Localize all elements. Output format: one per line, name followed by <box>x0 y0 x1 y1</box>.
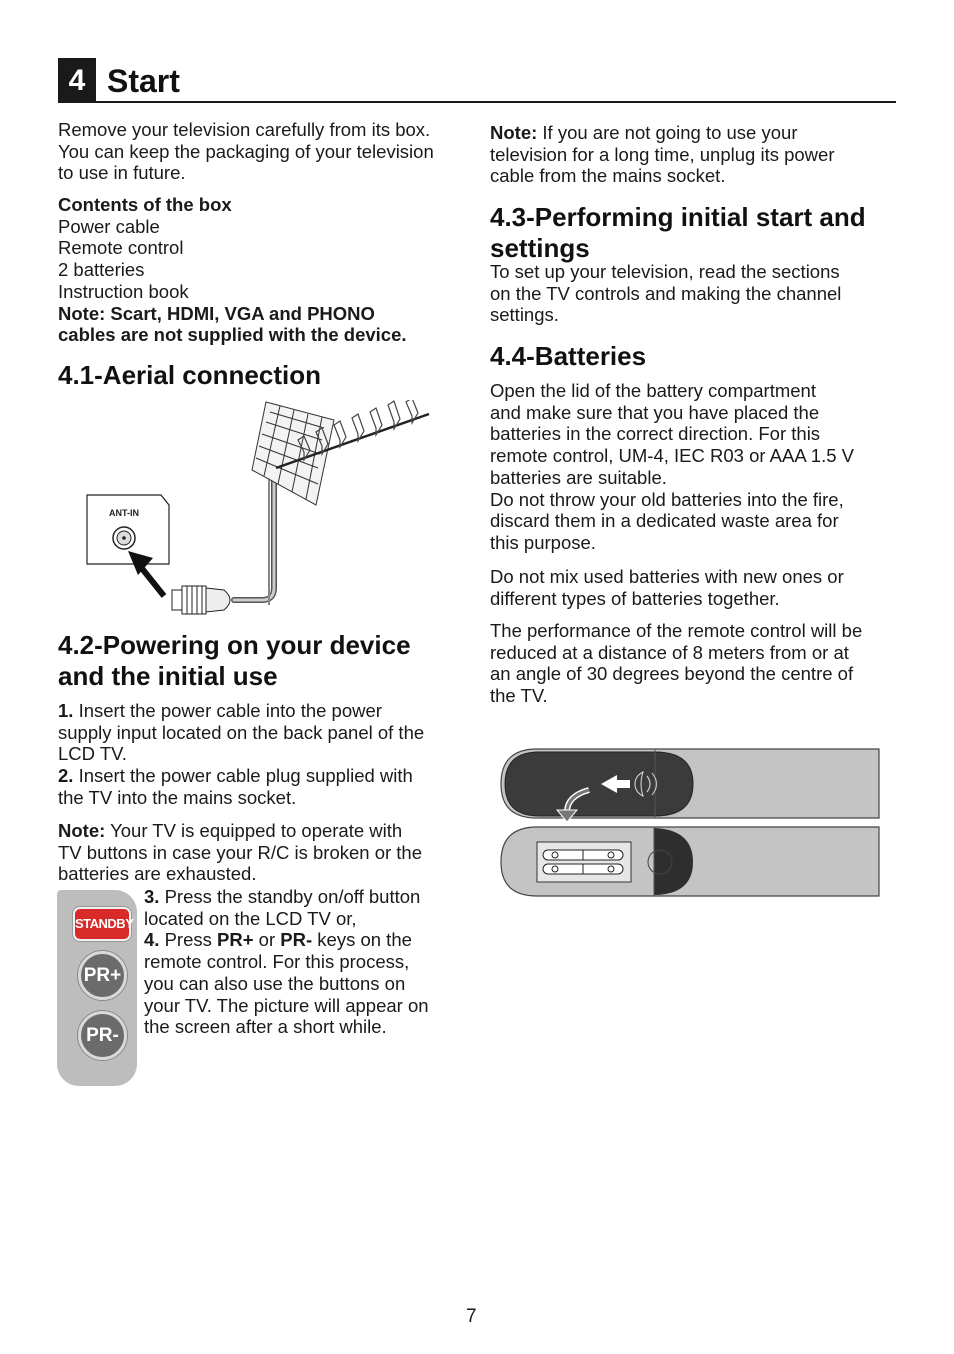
paragraph-line: The performance of the remote control will be <box>490 620 863 641</box>
step-text: Press <box>164 929 212 951</box>
note-text: If you are not going to use your <box>542 122 798 143</box>
antenna-icon <box>252 400 429 505</box>
step-number: 4. <box>144 929 160 951</box>
standby-steps <box>144 886 464 1038</box>
cables-note-line: cables are not supplied with the device. <box>58 324 407 346</box>
paragraph-line: remote control, UM-4, IEC R03 or AAA 1.5 V <box>490 445 854 467</box>
step-text: Press the standby on/off button <box>164 886 421 907</box>
cables-note-line: Note: Scart, HDMI, VGA and PHONO <box>58 302 375 324</box>
note-label: Note: <box>490 122 538 143</box>
key-name: PR- <box>280 929 313 951</box>
paragraph-line: different types of batteries together. <box>490 587 780 609</box>
note-text: television for a long time, unplug its power <box>490 143 835 165</box>
paragraph-line: batteries are suitable. <box>490 466 667 488</box>
ant-in-port-icon <box>113 527 135 549</box>
paragraph-line: settings. <box>490 304 559 326</box>
battery-compartment-illustration <box>497 746 883 898</box>
step-text: the TV into the mains socket. <box>58 786 297 808</box>
aerial-heading: 4.1-Aerial connection <box>58 360 321 390</box>
step-number: 1. <box>58 700 74 721</box>
intro-line: to use in future. <box>58 162 186 184</box>
box-item: Remote control <box>58 237 184 259</box>
box-item: 2 batteries <box>58 259 145 281</box>
step-text: supply input located on the back panel of the <box>58 721 425 743</box>
pr-minus-button[interactable]: PR- <box>78 1011 127 1060</box>
powering-heading-line: and the initial use <box>58 661 278 691</box>
step-text: you can also use the buttons on <box>144 972 406 994</box>
paragraph-line: an angle of 30 degrees beyond the centre of <box>490 663 854 685</box>
step-text: remote control. For this process, <box>144 951 410 973</box>
ant-in-label: ANT-IN <box>109 508 139 518</box>
box-contents <box>58 194 468 346</box>
step-text: keys on the <box>317 929 412 951</box>
paragraph-line: the TV. <box>490 685 548 707</box>
step-text: LCD TV. <box>58 743 127 765</box>
intro-line: Remove your television carefully from its box. <box>58 119 431 140</box>
box-contents-heading: Contents of the box <box>58 194 232 215</box>
powering-heading-line: 4.2-Powering on your device <box>58 630 411 660</box>
chapter-number-box: 4 <box>58 58 96 102</box>
key-name: PR+ <box>217 929 254 951</box>
paragraph-line: Open the lid of the battery compartment <box>490 380 816 401</box>
intro-line: You can keep the packaging of your television <box>58 140 434 162</box>
pr-plus-button[interactable]: PR+ <box>78 951 127 1000</box>
paragraph-line: on the TV controls and making the channel <box>490 282 842 304</box>
page-number: 7 <box>466 1306 477 1327</box>
step-text: Insert the power cable plug supplied with <box>78 765 413 787</box>
aerial-connection-illustration <box>84 400 444 620</box>
batteries-heading: 4.4-Batteries <box>490 341 647 371</box>
performing-paragraph <box>490 261 900 326</box>
step-text: the screen after a short while. <box>144 1016 387 1038</box>
standby-button[interactable]: STANDBY <box>73 907 131 941</box>
batteries-para-1 <box>490 380 900 554</box>
page-title: Start <box>107 63 180 99</box>
powering-steps <box>58 700 463 809</box>
title-rule <box>58 101 896 103</box>
step-number: 3. <box>144 886 160 907</box>
note-text: cable from the mains socket. <box>490 165 726 187</box>
intro-paragraph <box>58 119 468 184</box>
paragraph-line: this purpose. <box>490 531 596 553</box>
battery-compartment <box>537 842 631 882</box>
step-text: Insert the power cable into the power <box>78 700 382 721</box>
performing-heading <box>490 202 900 264</box>
performing-heading-line: 4.3-Performing initial start and <box>490 202 866 232</box>
batteries-para-2 <box>490 566 900 609</box>
powering-heading <box>58 630 468 692</box>
note-label: Note: <box>58 820 106 841</box>
step-text: your TV. The picture will appear on <box>144 994 429 1016</box>
performing-heading-line: settings <box>490 233 590 263</box>
paragraph-line: discard them in a dedicated waste area for <box>490 510 839 532</box>
paragraph-line: batteries in the correct direction. For this <box>490 423 821 445</box>
tv-buttons-note <box>58 820 463 885</box>
box-item: Power cable <box>58 215 160 237</box>
note-text: TV buttons in case your R/C is broken or the <box>58 841 423 863</box>
step-text: or <box>258 929 276 951</box>
paragraph-line: To set up your television, read the sections <box>490 261 840 282</box>
note-text: Your TV is equipped to operate with <box>110 820 403 841</box>
batteries-para-3 <box>490 620 900 707</box>
paragraph-line: Do not mix used batteries with new ones or <box>490 566 844 587</box>
paragraph-line: Do not throw your old batteries into the fire, <box>490 488 844 510</box>
unplug-note <box>490 122 900 187</box>
step-number: 2. <box>58 765 74 787</box>
paragraph-line: and make sure that you have placed the <box>490 401 820 423</box>
note-text: batteries are exhausted. <box>58 863 257 885</box>
step-text: located on the LCD TV or, <box>144 907 357 929</box>
coaxial-plug <box>172 586 230 614</box>
box-item: Instruction book <box>58 280 189 302</box>
paragraph-line: reduced at a distance of 8 meters from or at <box>490 641 849 663</box>
